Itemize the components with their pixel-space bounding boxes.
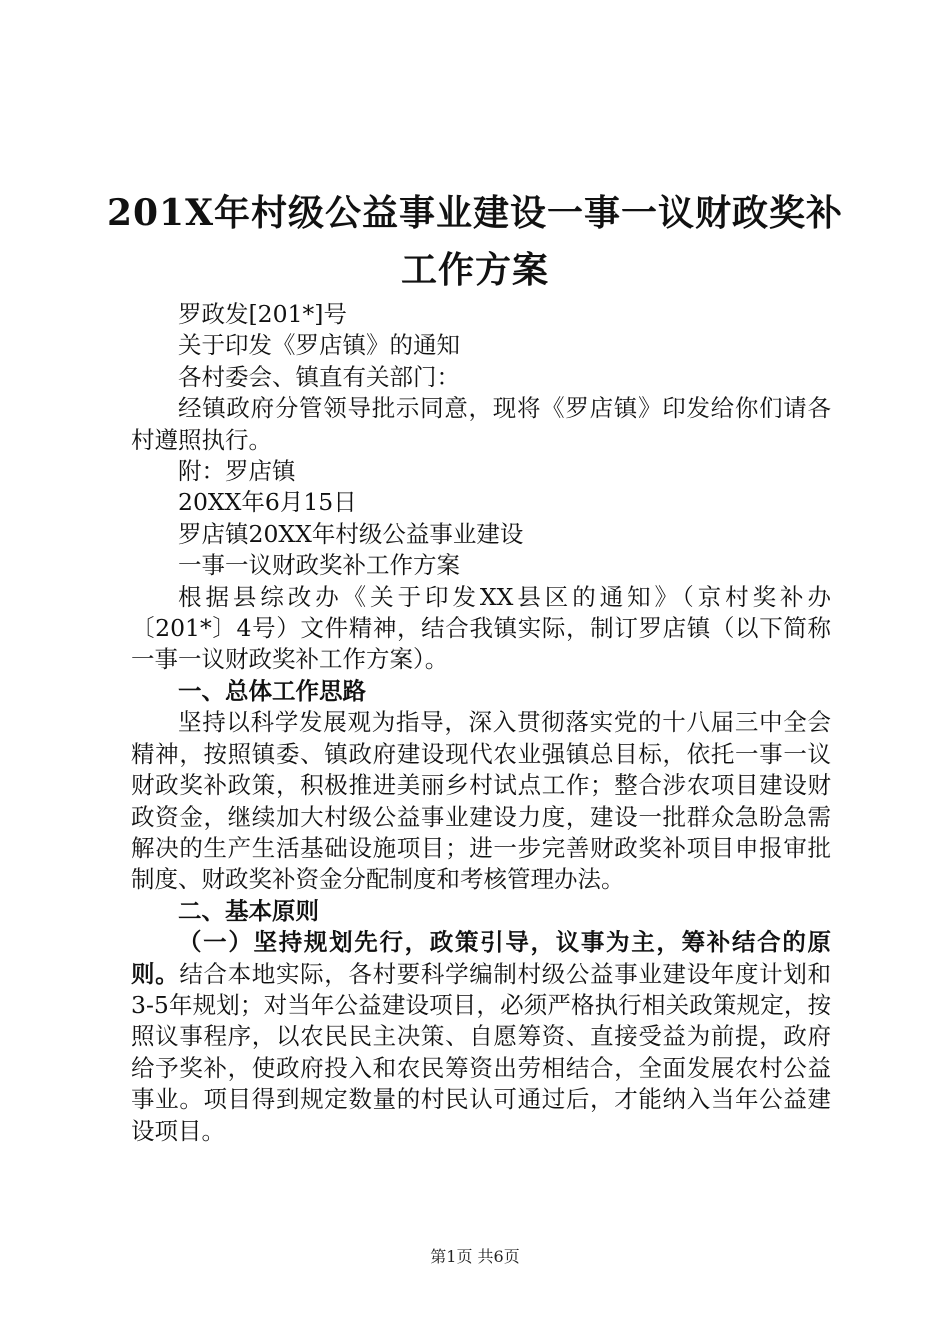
sub-title-line1: 罗店镇20XX年村级公益事业建设 xyxy=(178,519,524,548)
sub-title-line2: 一事一议财政奖补工作方案 xyxy=(178,551,460,580)
document-body xyxy=(131,299,831,1147)
date-line: 20XX年6月15日 xyxy=(178,488,357,517)
intro-paragraph: 经镇政府分管领导批示同意，现将《罗店镇》印发给你们请各村遵照执行。 xyxy=(131,394,831,454)
document-title-line1: 201X年村级公益事业建设一事一议财政奖补 xyxy=(106,192,844,234)
doc-number: 罗政发[201*]号 xyxy=(178,300,347,328)
document-title-line2: 工作方案 xyxy=(400,249,549,291)
principle1-lead: （一）坚持规划先行，政策引导，议事为主，筹补结合的原则。 xyxy=(131,928,831,988)
section2-heading: 二、基本原则 xyxy=(178,896,319,925)
principle1-body: 结合本地实际，各村要科学编制村级公益事业建设年度计划和3-5年规划；对当年公益建设项目，必须严格执行相关政策规定，按照议事程序，以农民民主决策、自愿筹资、直接受益为前提，政府给予奖补，使政府投入和农民筹资出劳相结合，全面发展农村公益事业。项目得到规定数量的村民认可通过后，才能纳入当年公益建设项目。 xyxy=(131,959,832,1145)
page-footer: 第1页 共6页 xyxy=(430,1247,520,1266)
attachment-line: 附：罗店镇 xyxy=(178,457,296,486)
principle1-paragraph xyxy=(131,927,831,1147)
basis-paragraph: 根据县综改办《关于印发XX县区的通知》（京村奖补办〔201*〕4号）文件精神，结合我镇实际，制订罗店镇（以下简称一事一议财政奖补工作方案）。 xyxy=(131,582,831,674)
section1-body: 坚持以科学发展观为指导，深入贯彻落实党的十八届三中全会精神，按照镇委、镇政府建设现代农业强镇总目标，依托一事一议财政奖补政策，积极推进美丽乡村试点工作；整合涉农项目建设财政资金，继续加大村级公益事业建设力度，建设一批群众急盼急需解决的生产生活基础设施项目；进一步完善财政奖补项目申报审批制度、财政奖补资金分配制度和考核管理办法。 xyxy=(131,708,831,894)
notice-title: 关于印发《罗店镇》的通知 xyxy=(178,331,460,360)
addressee: 各村委会、镇直有关部门： xyxy=(178,362,460,391)
section1-heading: 一、总体工作思路 xyxy=(178,676,366,705)
